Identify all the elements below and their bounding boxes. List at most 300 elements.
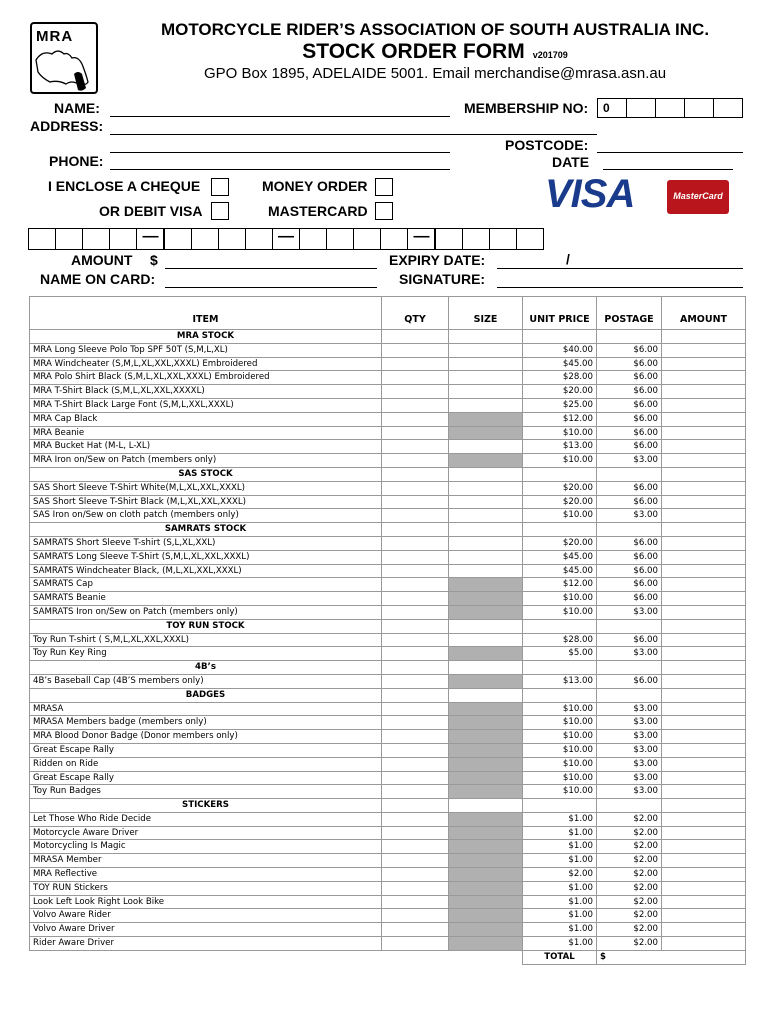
section-row [30,661,746,675]
page-title [100,40,770,64]
amount-cell[interactable] [662,605,746,619]
mastercard-checkbox[interactable] [375,202,393,220]
card-digit-box[interactable] [489,228,517,250]
size-cell [449,592,523,606]
table-row [30,895,746,909]
cheque-checkbox[interactable] [211,178,229,196]
unit-price: $28.00 [523,371,597,385]
amount-cell[interactable] [662,454,746,468]
empty-cell [523,467,597,481]
postage: $6.00 [597,564,662,578]
item-name: SAMRATS Iron on/Sew on Patch (members only) [30,605,382,619]
size-cell [449,881,523,895]
amount-dollar: $ [150,252,158,268]
postage: $3.00 [597,716,662,730]
amount-cell[interactable] [662,385,746,399]
unit-price: $10.00 [523,757,597,771]
empty-cell [382,799,449,813]
amount-cell[interactable] [662,481,746,495]
item-name: SAMRATS Cap [30,578,382,592]
item-name: Toy Run T-shirt ( S,M,L,XL,XXL,XXXL) [30,633,382,647]
col-amount: AMOUNT [662,297,746,330]
unit-price: $28.00 [523,633,597,647]
name-label: NAME: [54,100,100,116]
unit-price: $13.00 [523,674,597,688]
empty-cell [449,467,523,481]
amount-field[interactable] [165,268,377,269]
qty-cell[interactable] [382,343,449,357]
section-title: MRA STOCK [30,330,382,344]
card-digit-box[interactable] [82,228,110,250]
item-name: 4B’s Baseball Cap (4B’S members only) [30,674,382,688]
membership-digit-4[interactable] [684,98,714,118]
address-label: ADDRESS: [30,118,104,134]
postage: $2.00 [597,881,662,895]
amount-cell[interactable] [662,536,746,550]
unit-price: $20.00 [523,536,597,550]
signature-label: SIGNATURE: [399,271,486,287]
table-row [30,730,746,744]
size-cell [449,923,523,937]
postage: $6.00 [597,440,662,454]
item-name: Great Escape Rally [30,743,382,757]
table-row [30,536,746,550]
card-digit-box[interactable] [353,228,381,250]
item-name: SAMRATS Windcheater Black, (M,L,XL,XXL,XXXL) [30,564,382,578]
empty-cell [662,523,746,537]
table-row [30,785,746,799]
cheque-label: I ENCLOSE A CHEQUE [48,178,201,194]
size-cell[interactable] [449,481,523,495]
table-row [30,550,746,564]
col-unit-price: UNIT PRICE [523,297,597,330]
postage: $6.00 [597,357,662,371]
postage: $3.00 [597,771,662,785]
table-row [30,743,746,757]
table-row [30,840,746,854]
card-separator: — [272,228,300,250]
size-cell[interactable] [449,509,523,523]
qty-cell[interactable] [382,937,449,951]
size-cell[interactable] [449,550,523,564]
amount-cell[interactable] [662,826,746,840]
amount-cell[interactable] [662,923,746,937]
postage: $6.00 [597,578,662,592]
postage: $6.00 [597,674,662,688]
amount-cell[interactable] [662,854,746,868]
postage: $3.00 [597,743,662,757]
empty-cell [382,950,449,964]
signature-field[interactable] [497,287,743,288]
item-name: Great Escape Rally [30,771,382,785]
address-field-1[interactable] [110,134,597,135]
postage: $2.00 [597,895,662,909]
size-cell[interactable] [449,371,523,385]
card-separator: — [136,228,164,250]
amount-cell[interactable] [662,564,746,578]
card-digit-box[interactable] [435,228,463,250]
name-on-card-label: NAME ON CARD: [40,271,156,287]
qty-cell[interactable] [382,909,449,923]
postage: $3.00 [597,509,662,523]
section-row [30,523,746,537]
qty-cell[interactable] [382,868,449,882]
qty-cell[interactable] [382,550,449,564]
amount-cell[interactable] [662,771,746,785]
qty-cell[interactable] [382,592,449,606]
qty-cell[interactable] [382,826,449,840]
amount-cell[interactable] [662,716,746,730]
section-title: SAMRATS STOCK [30,523,382,537]
table-row [30,881,746,895]
item-name: Look Left Look Right Look Bike [30,895,382,909]
qty-cell[interactable] [382,564,449,578]
empty-cell [662,661,746,675]
item-name: MRA T-Shirt Black (S,M,L,XL,XXL,XXXXL) [30,385,382,399]
qty-cell[interactable] [382,412,449,426]
qty-cell[interactable] [382,509,449,523]
qty-cell[interactable] [382,426,449,440]
amount-cell[interactable] [662,909,746,923]
section-row [30,619,746,633]
item-name: Volvo Aware Rider [30,909,382,923]
section-row [30,330,746,344]
total-value[interactable]: $ [597,950,746,964]
table-row [30,868,746,882]
qty-cell[interactable] [382,923,449,937]
unit-price: $10.00 [523,454,597,468]
item-name: Volvo Aware Driver [30,923,382,937]
mastercard-logo-text: MasterCard [673,191,723,201]
unit-price: $1.00 [523,937,597,951]
empty-cell [662,467,746,481]
unit-price: $20.00 [523,481,597,495]
size-cell [449,730,523,744]
qty-cell[interactable] [382,454,449,468]
org-name: MOTORCYCLE RIDER’S ASSOCIATION OF SOUTH AUSTRALIA INC. [160,20,710,39]
table-row [30,426,746,440]
membership-digit-3[interactable] [655,98,685,118]
qty-cell[interactable] [382,716,449,730]
empty-cell [662,799,746,813]
qty-cell[interactable] [382,536,449,550]
card-digit-box[interactable] [299,228,327,250]
col-size: SIZE [449,297,523,330]
empty-cell [523,661,597,675]
table-row [30,412,746,426]
amount-cell[interactable] [662,550,746,564]
amount-cell[interactable] [662,702,746,716]
size-cell[interactable] [449,343,523,357]
card-digit-box[interactable] [380,228,408,250]
unit-price: $13.00 [523,440,597,454]
card-digit-box[interactable] [462,228,490,250]
amount-cell[interactable] [662,509,746,523]
form-title: STOCK ORDER FORM [302,40,525,63]
qty-cell[interactable] [382,702,449,716]
phone-label: PHONE: [49,153,104,169]
item-name: MRASA Members badge (members only) [30,716,382,730]
table-row [30,909,746,923]
size-cell [449,647,523,661]
postcode-label: POSTCODE: [505,137,589,153]
qty-cell[interactable] [382,398,449,412]
table-row [30,757,746,771]
table-row [30,385,746,399]
unit-price: $10.00 [523,785,597,799]
table-header-row [30,297,746,330]
postage: $3.00 [597,730,662,744]
amount-cell[interactable] [662,757,746,771]
postage: $6.00 [597,550,662,564]
item-name: MRA Blood Donor Badge (Donor members only) [30,730,382,744]
item-name: MRA Polo Shirt Black (S,M,L,XL,XXL,XXXL) Embroidered [30,371,382,385]
card-digit-box[interactable] [326,228,354,250]
amount-cell[interactable] [662,343,746,357]
mastercard-label: MASTERCARD [268,203,368,219]
name-on-card-field[interactable] [165,287,377,288]
card-digit-box[interactable] [164,228,192,250]
table-row [30,343,746,357]
qty-cell[interactable] [382,371,449,385]
col-item: ITEM [30,297,382,330]
table-row [30,702,746,716]
postage: $6.00 [597,385,662,399]
table-row [30,854,746,868]
item-name: SAS Iron on/Sew on cloth patch (members only) [30,509,382,523]
amount-cell[interactable] [662,730,746,744]
amount-cell[interactable] [662,868,746,882]
size-cell[interactable] [449,633,523,647]
postage: $6.00 [597,343,662,357]
size-cell[interactable] [449,398,523,412]
unit-price: $10.00 [523,771,597,785]
size-cell[interactable] [449,440,523,454]
amount-cell[interactable] [662,881,746,895]
empty-cell [382,688,449,702]
size-cell [449,702,523,716]
empty-cell [382,467,449,481]
unit-price: $1.00 [523,881,597,895]
postage: $6.00 [597,592,662,606]
qty-cell[interactable] [382,757,449,771]
amount-cell[interactable] [662,840,746,854]
size-cell[interactable] [449,495,523,509]
empty-cell [597,330,662,344]
qty-cell[interactable] [382,812,449,826]
empty-cell [449,523,523,537]
card-digit-box[interactable] [109,228,137,250]
postage: $2.00 [597,923,662,937]
amount-cell[interactable] [662,743,746,757]
qty-cell[interactable] [382,440,449,454]
empty-cell [597,661,662,675]
amount-cell[interactable] [662,937,746,951]
size-cell [449,785,523,799]
item-name: SAMRATS Long Sleeve T-Shirt (S,M,L,XL,XXL,XXXL) [30,550,382,564]
membership-digit-2[interactable] [626,98,656,118]
card-digit-box[interactable] [218,228,246,250]
membership-digit-5[interactable] [713,98,743,118]
size-cell [449,937,523,951]
date-label: DATE [552,154,590,170]
card-digit-box[interactable] [55,228,83,250]
amount-cell[interactable] [662,633,746,647]
table-row [30,509,746,523]
size-cell[interactable] [449,385,523,399]
amount-label: AMOUNT [71,252,133,268]
total-label: TOTAL [523,950,597,964]
item-name: MRA Long Sleeve Polo Top SPF 50T (S,M,L,XL) [30,343,382,357]
table-row [30,674,746,688]
size-cell [449,895,523,909]
postage: $2.00 [597,854,662,868]
qty-cell[interactable] [382,840,449,854]
empty-cell [382,330,449,344]
amount-cell[interactable] [662,578,746,592]
qty-cell[interactable] [382,357,449,371]
section-row [30,688,746,702]
size-cell [449,868,523,882]
item-name: TOY RUN Stickers [30,881,382,895]
empty-cell [449,688,523,702]
qty-cell[interactable] [382,743,449,757]
card-digit-box[interactable] [516,228,544,250]
membership-digit-1[interactable]: 0 [597,98,627,118]
item-name: Let Those Who Ride Decide [30,812,382,826]
amount-cell[interactable] [662,426,746,440]
section-row [30,467,746,481]
amount-cell[interactable] [662,412,746,426]
qty-cell[interactable] [382,647,449,661]
item-name: Toy Run Key Ring [30,647,382,661]
item-name: SAS Short Sleeve T-Shirt White(M,L,XL,XXL,XXXL) [30,481,382,495]
postage: $2.00 [597,937,662,951]
postage: $3.00 [597,785,662,799]
empty-cell [597,688,662,702]
card-digit-box[interactable] [28,228,56,250]
qty-cell[interactable] [382,854,449,868]
amount-cell[interactable] [662,357,746,371]
qty-cell[interactable] [382,730,449,744]
card-digit-box[interactable] [191,228,219,250]
debit-visa-checkbox[interactable] [211,202,229,220]
unit-price: $10.00 [523,743,597,757]
unit-price: $1.00 [523,923,597,937]
table-row [30,371,746,385]
empty-cell [382,523,449,537]
item-name: MRA Bucket Hat (M-L, L-XL) [30,440,382,454]
empty-cell [382,661,449,675]
phone-field[interactable] [110,169,450,170]
unit-price: $2.00 [523,868,597,882]
size-cell [449,716,523,730]
qty-cell[interactable] [382,385,449,399]
postage: $3.00 [597,757,662,771]
mastercard-logo [667,180,729,214]
qty-cell[interactable] [382,495,449,509]
unit-price: $5.00 [523,647,597,661]
amount-cell[interactable] [662,647,746,661]
item-name: Motorcycle Aware Driver [30,826,382,840]
amount-cell[interactable] [662,592,746,606]
postage: $2.00 [597,812,662,826]
amount-cell[interactable] [662,785,746,799]
table-row [30,605,746,619]
expiry-field[interactable] [497,268,743,269]
table-row [30,771,746,785]
form-version: v201709 [532,50,568,60]
empty-cell [662,330,746,344]
qty-cell[interactable] [382,674,449,688]
section-title: 4B’s [30,661,382,675]
qty-cell[interactable] [382,881,449,895]
size-cell[interactable] [449,564,523,578]
stock-table [29,296,746,965]
qty-cell[interactable] [382,481,449,495]
section-title: STICKERS [30,799,382,813]
table-row [30,937,746,951]
amount-cell[interactable] [662,440,746,454]
table-row [30,357,746,371]
qty-cell[interactable] [382,605,449,619]
empty-cell [597,619,662,633]
size-cell[interactable] [449,357,523,371]
amount-cell[interactable] [662,895,746,909]
table-row [30,481,746,495]
size-cell [449,454,523,468]
size-cell [449,812,523,826]
section-title: SAS STOCK [30,467,382,481]
empty-cell [449,330,523,344]
size-cell [449,412,523,426]
expiry-label: EXPIRY DATE: [389,252,486,268]
unit-price: $10.00 [523,509,597,523]
table-row [30,647,746,661]
size-cell [449,771,523,785]
amount-cell[interactable] [662,398,746,412]
name-field[interactable] [110,116,450,117]
postage: $6.00 [597,412,662,426]
date-field[interactable] [603,169,733,170]
size-cell [449,840,523,854]
size-cell[interactable] [449,536,523,550]
expiry-separator: / [566,251,570,267]
qty-cell[interactable] [382,785,449,799]
size-cell [449,674,523,688]
size-cell [449,605,523,619]
qty-cell[interactable] [382,895,449,909]
unit-price: $12.00 [523,578,597,592]
item-name: SAMRATS Beanie [30,592,382,606]
amount-cell[interactable] [662,674,746,688]
unit-price: $1.00 [523,895,597,909]
amount-cell[interactable] [662,812,746,826]
unit-price: $1.00 [523,854,597,868]
card-digit-box[interactable] [245,228,273,250]
qty-cell[interactable] [382,633,449,647]
amount-cell[interactable] [662,495,746,509]
money-order-checkbox[interactable] [375,178,393,196]
address-field-2[interactable] [110,152,450,153]
amount-cell[interactable] [662,371,746,385]
qty-cell[interactable] [382,578,449,592]
empty-cell [523,688,597,702]
postcode-field[interactable] [597,152,743,153]
qty-cell[interactable] [382,771,449,785]
empty-cell [662,619,746,633]
item-name: MRASA Member [30,854,382,868]
